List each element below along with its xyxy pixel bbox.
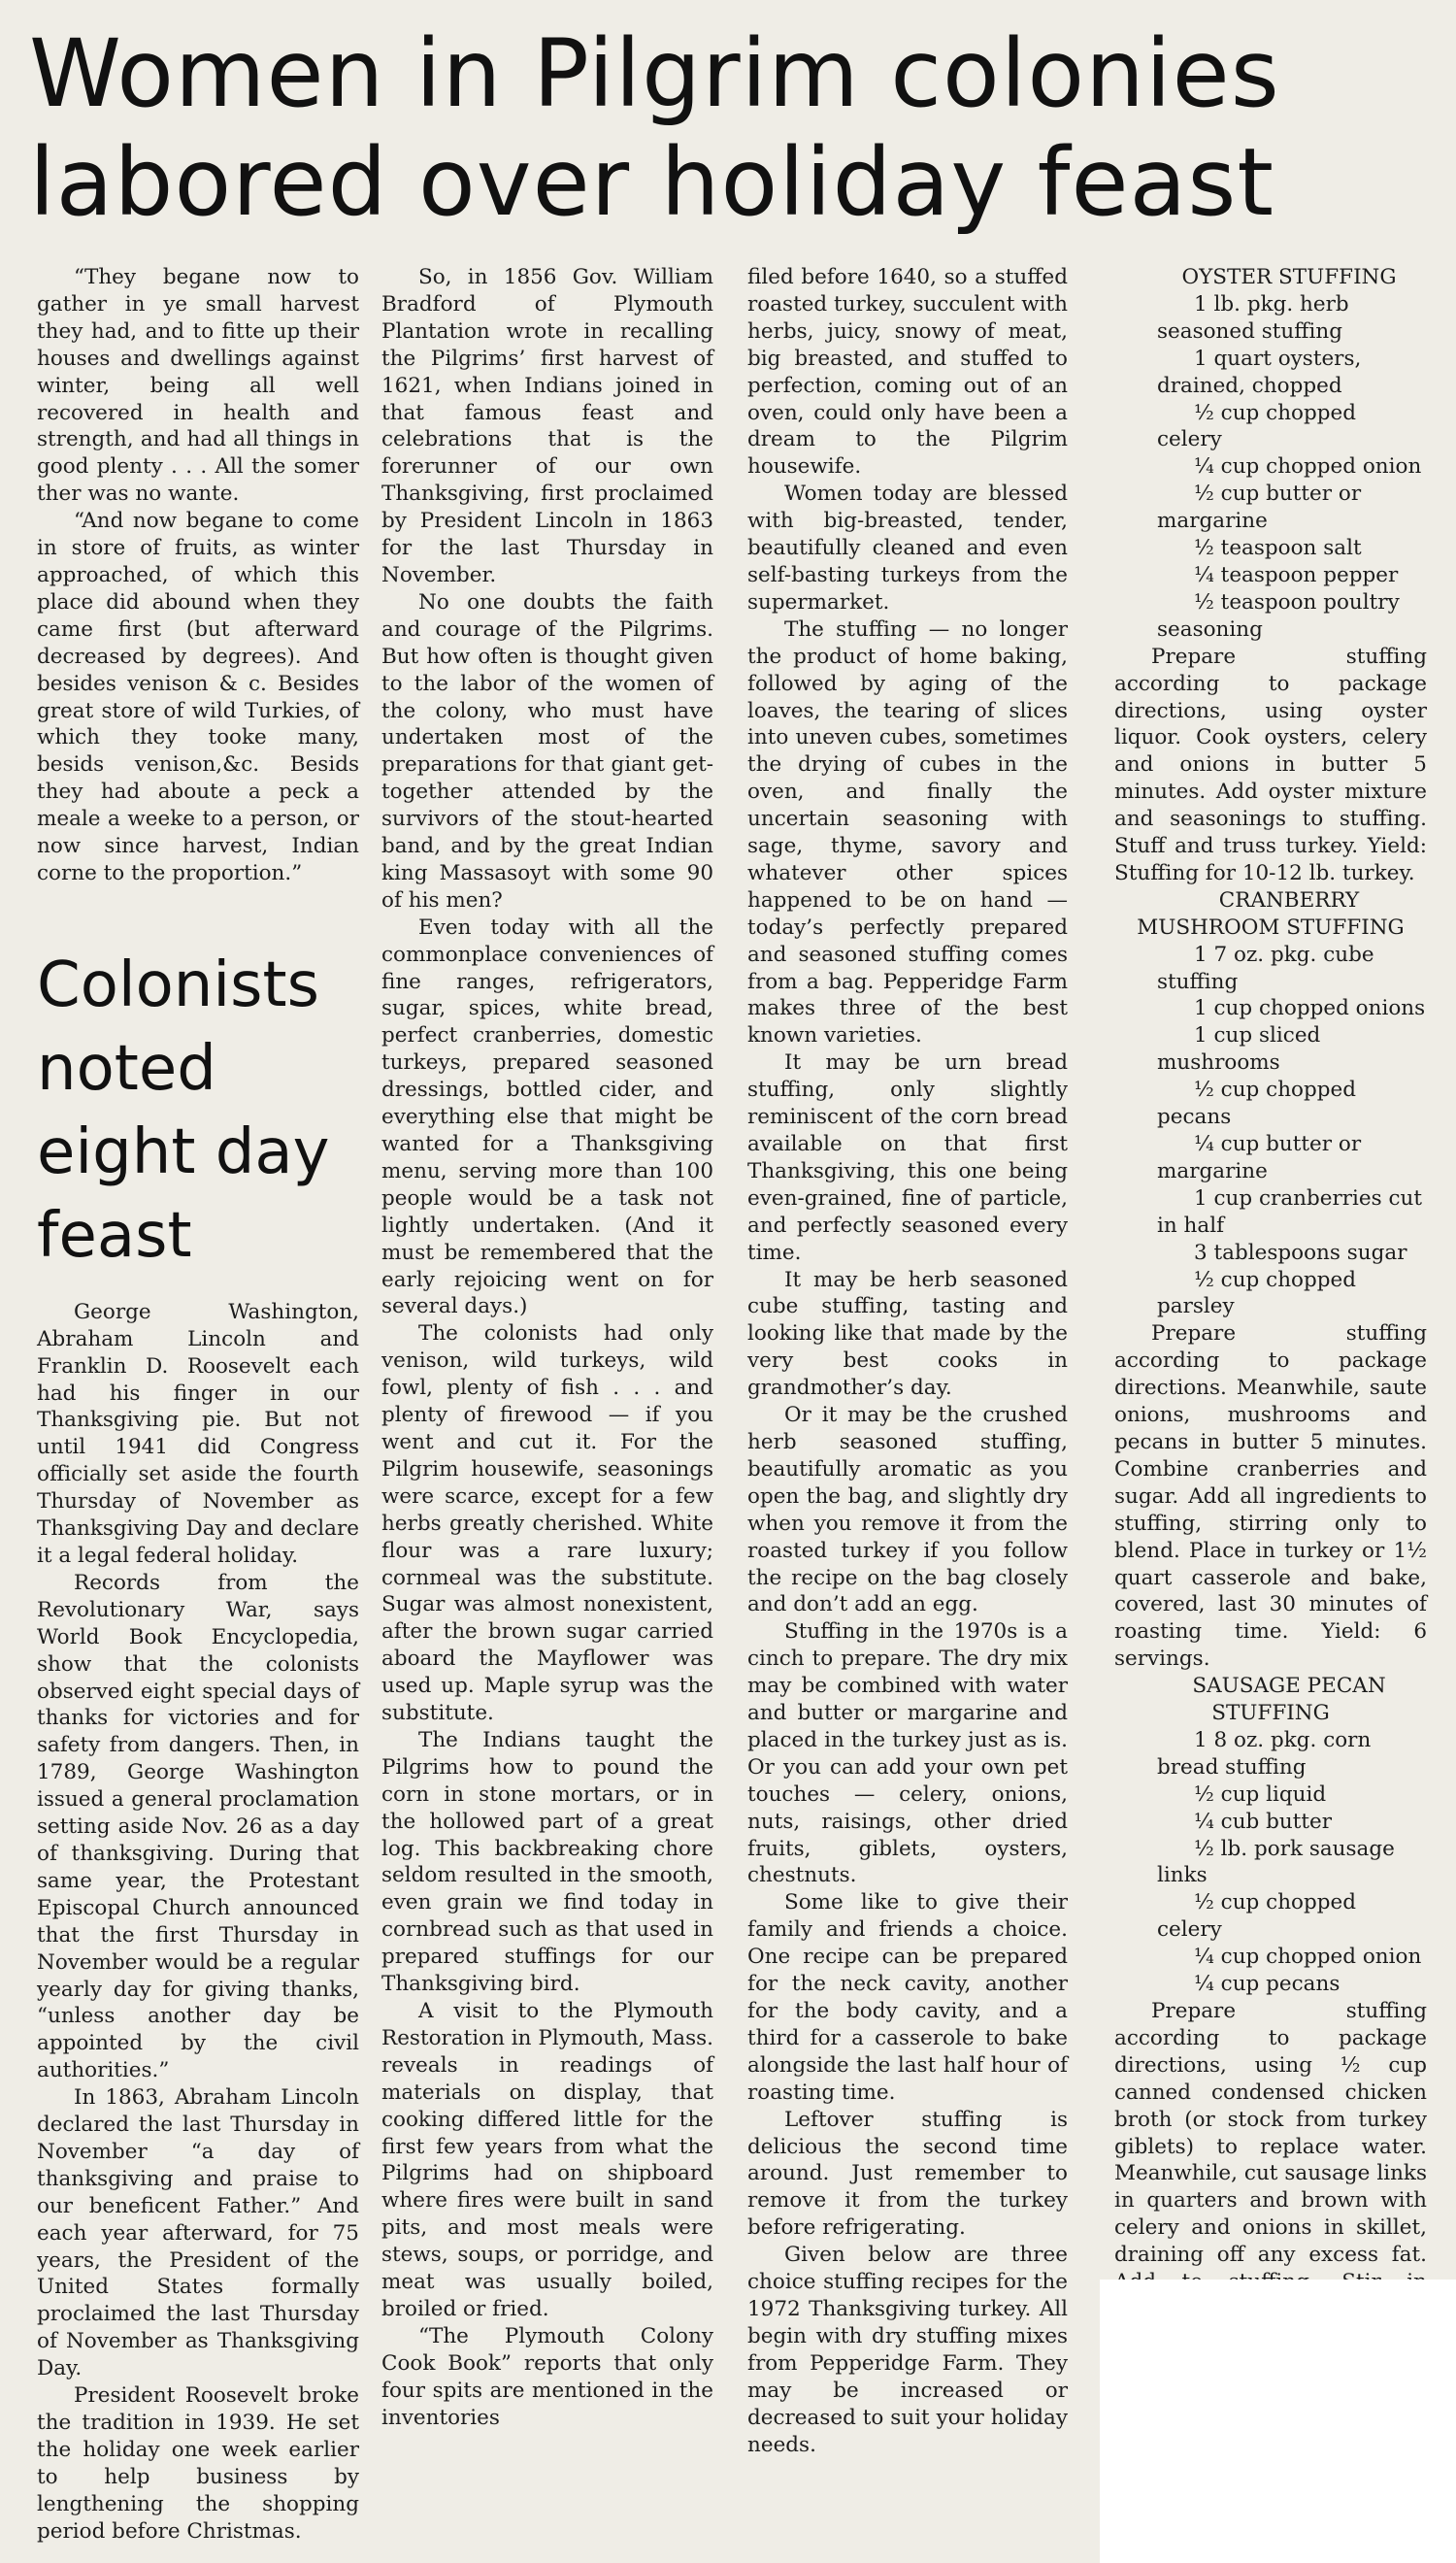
paragraph: In 1863, Abraham Lincoln declared the last Thursday in November “a day of thanksgiving and praise to our beneficent Father.” And each year afterward, for 75 years, the President of the United States formally proclaimed the last Thursday of November as Thanksgiving Day. xyxy=(37,2085,359,2381)
recipe-directions: Prepare stuffing according to package directions. Meanwhile, saute onions, mushrooms and pecans in butter 5 minutes. Combine cranberries and sugar. Add all ingredients to stuffing, stirring only to blend. Place in turkey or 1½ quart casserole and bake, covered, last 30 minutes of roasting time. Yield: 6 servings. xyxy=(1114,1321,1427,1672)
recipe-directions: Prepare stuffing according to package directions, using oyster liquor. Cook oysters, celery and onions in butter 5 minutes. Add oyster mixture and seasonings to stuffing. Stuff and truss turkey. Yield: Stuffing for 10-12 lb. turkey. xyxy=(1114,644,1427,885)
paragraph: The colonists had only venison, wild turkeys, wild fowl, plenty of fish . . . and plenty of firewood — if you went and cut it. For the Pilgrim housewife, seasonings were scarce, except for a few herbs greatly cherished. White flour was a rare luxury; cornmeal was the substitute. Sugar was almost nonexistent, after the brown sugar carried aboard the Mayflower was used up. Maple syrup was the substitute. xyxy=(381,1321,713,1726)
ingredient: 1 cup cranberries cut in half xyxy=(1157,1185,1423,1238)
paragraph: Women today are blessed with big-breasted, tender, beautifully cleaned and even self-basting turkeys from the supermarket. xyxy=(747,482,1068,615)
ingredient: 1 7 oz. pkg. cube stuffing xyxy=(1157,942,1374,994)
subheadline: Colonists noted eight day feast xyxy=(37,949,330,1272)
paragraph: The Indians taught the Pilgrims how to pound the corn in stone mortars, or in the hollowed part of a great log. This backbreaking chore seldom resulted in the smooth, even grain we find today in cornbread such as that used in prepared stuffings for our Thanksgiving bird. xyxy=(381,1727,713,1997)
recipe-title: SAUSAGE PECAN STUFFING xyxy=(1192,1674,1386,1726)
paragraph: It may be urn bread stuffing, only slightly reminiscent of the corn bread available on that first Thanksgiving, this one being even-grained, fine of particle, and perfectly seasoned every time. xyxy=(747,1050,1068,1265)
paragraph: It may be herb seasoned cube stuffing, tasting and looking like that made by the very best cooks in grandmother’s day. xyxy=(747,1267,1068,1401)
paragraph: Even today with all the commonplace conveniences of fine ranges, refrigerators, sugar, spices, white bread, perfect cranberries, domestic turkeys, prepared seasoned dressings, bottled cider, and everything else that might be wanted for a Thanksgiving menu, serving more than 100 people would be a task not lightly undertaken. (And it must be remembered that the early rejoicing went on for several days.) xyxy=(381,915,713,1319)
ingredient: ½ cup butter or margarine xyxy=(1157,482,1362,534)
ingredient: ¼ cup chopped onion xyxy=(1194,454,1422,480)
ingredient: ½ cup liquid xyxy=(1194,1781,1327,1807)
paragraph: So, in 1856 Gov. William Bradford of Plymouth Plantation wrote in recalling the Pilgrims’ first harvest of 1621, when Indians joined in that famous feast and celebrations that is the forerunner of our own Thanksgiving, first proclaimed by President Lincoln in 1863 for the last Thursday in November. xyxy=(381,265,713,587)
headline: Women in Pilgrim colonies labored over holiday feast xyxy=(29,19,1280,237)
paragraph: The stuffing — no longer the product of home baking, followed by aging of the loaves, the tearing of slices into uneven cubes, sometimes the drying of cubes in the oven, and finally the uncertain seasoning with sage, thyme, savory and whatever other spices happened to be on hand — today’s perfectly prepared and seasoned stuffing comes from a bag. Pepperidge Farm makes three of the best known varieties. xyxy=(747,616,1068,1048)
ingredient: ¼ cup chopped onion xyxy=(1194,1945,1422,1970)
ingredient: 1 cup chopped onions xyxy=(1194,996,1426,1021)
ingredient: ½ teaspoon salt xyxy=(1194,536,1362,561)
paragraph: “And now begane to come in store of fruits, as winter approached, of which this place did abound when they came first (but afterward decreased by degrees). And besides venison & c. Besides great store of wild Turkies, of which they tooke many, besids venison,&c. Besids they had aboute a peck a meale a weeke to a person, or now since harvest, Indian corne to the proportion.” xyxy=(37,509,359,885)
blank-area xyxy=(1100,2280,1456,2563)
paragraph: A visit to the Plymouth Restoration in Plymouth, Mass. reveals in readings of materials on display, that cooking differed little for the first few years from what the Pilgrims had on shipboard where fires were built in sand pits, and most meals were stews, soups, or porridge, and meat was usually boiled, broiled or fried. xyxy=(381,1999,713,2321)
paragraph: filed before 1640, so a stuffed roasted turkey, succulent with herbs, juicy, snowy of meat, big breasted, and stuffed to perfection, coming out of an oven, could only have been a dream to the Pilgrim housewife. xyxy=(747,265,1069,480)
recipe-directions: Prepare stuffing according to package directions, using ½ cup canned condensed chicken broth (or stock from turkey giblets) to replace water. Meanwhile, cut sausage links in quarters and brown with celery and onions in skillet, draining off any excess fat. xyxy=(1114,1999,1427,2268)
paragraph: Records from the Revolutionary War, says World Book Encyclopedia, show that the colonists observed eight special days of thanks for victories and for safety from dangers. Then, in 1789, George Washington issued a general proclamation setting aside Nov. 26 as a day of thanksgiving. During that same year, the Protestant Episcopal Church announced that the first Thursday in November would be a regular yearly day for giving thanks, “unless another day be appointed by the civil authorities.” xyxy=(37,1570,359,2083)
paragraph: No one doubts the faith and courage of the Pilgrims. But how often is thought given to the labor of the women of the colony, who must have undertaken most of the preparations for that giant get-together attended by the survivors of the stout-hearted band, and by the great Indian king Massasoyt with some 90 of his men? xyxy=(381,589,713,913)
ingredient: 1 lb. pkg. herb seasoned stuffing xyxy=(1157,291,1349,344)
ingredient: ¼ cub butter xyxy=(1194,1809,1333,1834)
ingredient: 1 cup sliced mushrooms xyxy=(1157,1023,1321,1076)
column-3 xyxy=(747,264,1068,2458)
paragraph: “They begane now to gather in ye small harvest they had, and to fitte up their houses and dwellings against winter, being all well recovered in health and strength, and had all things in good plenty . . . All the somer ther was no wante. xyxy=(37,265,359,507)
ingredient: ¼ cup pecans xyxy=(1194,1972,1340,1997)
paragraph: Some like to give their family and friends a choice. One recipe can be prepared for the neck cavity, another for the body cavity, and a third for a casserole to bake alongside the last half hour of roasting time. xyxy=(747,1890,1068,2105)
ingredient: ½ cup chopped celery xyxy=(1157,400,1357,452)
ingredient: 3 tablespoons sugar xyxy=(1194,1240,1407,1265)
paragraph: Leftover stuffing is delicious the second time around. Just remember to remove it from the turkey before refrigerating. xyxy=(747,2107,1068,2241)
ingredient: ½ cup chopped pecans xyxy=(1157,1078,1357,1130)
paragraph: Given below are three choice stuffing recipes for the 1972 Thanksgiving turkey. All begin with dry stuffing mixes from Pepperidge Farm. They may be increased or decreased to suit your holiday needs. xyxy=(747,2243,1068,2457)
ingredient: 1 quart oysters, drained, chopped xyxy=(1157,346,1362,398)
recipe-title: CRANBERRY MUSHROOM STUFFING xyxy=(1137,887,1405,940)
ingredient: 1 8 oz. pkg. corn bread stuffing xyxy=(1157,1727,1372,1780)
recipe-title: OYSTER STUFFING xyxy=(1181,265,1397,289)
ingredient: ¼ cup butter or margarine xyxy=(1157,1132,1362,1183)
paragraph: Stuffing in the 1970s is a cinch to prepare. The dry mix may be combined with water and butter or margarine and placed in the turkey just as is. Or you can add your own pet touches — celery, onions, nuts, raisings, other dried fruits, giblets, oysters, chestnuts. xyxy=(747,1619,1068,1888)
ingredient: ¼ teaspoon pepper xyxy=(1194,562,1399,587)
ingredient: ½ lb. pork sausage links xyxy=(1157,1836,1395,1888)
ingredient: ½ teaspoon poultry seasoning xyxy=(1157,589,1400,642)
paragraph: “The Plymouth Colony Cook Book” reports that only four spits are mentioned in the inventories xyxy=(381,2323,713,2430)
ingredient: ½ cup chopped parsley xyxy=(1157,1267,1357,1319)
paragraph: President Roosevelt broke the tradition in 1939. He set the holiday one week earlier to help business by lengthening the shopping period before Christmas. xyxy=(37,2383,359,2544)
recipes-column xyxy=(1114,264,1427,2269)
column-2 xyxy=(381,264,713,2432)
paragraph: Or it may be the crushed herb seasoned stuffing, beautifully aromatic as you open the bag, and slightly dry when you remove it from the roasted turkey if you follow the recipe on the bag closely and don’t add an egg. xyxy=(747,1403,1068,1617)
column-1 xyxy=(37,264,359,2546)
paragraph: George Washington, Abraham Lincoln and Franklin D. Roosevelt each had his finger in our Thanksgiving pie. But not until 1941 did Congress officially set aside the fourth Thursday of November as Thanksgiving Day and declare it a legal federal holiday. xyxy=(37,1299,359,1568)
ingredient: ½ cup chopped celery xyxy=(1157,1890,1357,1943)
